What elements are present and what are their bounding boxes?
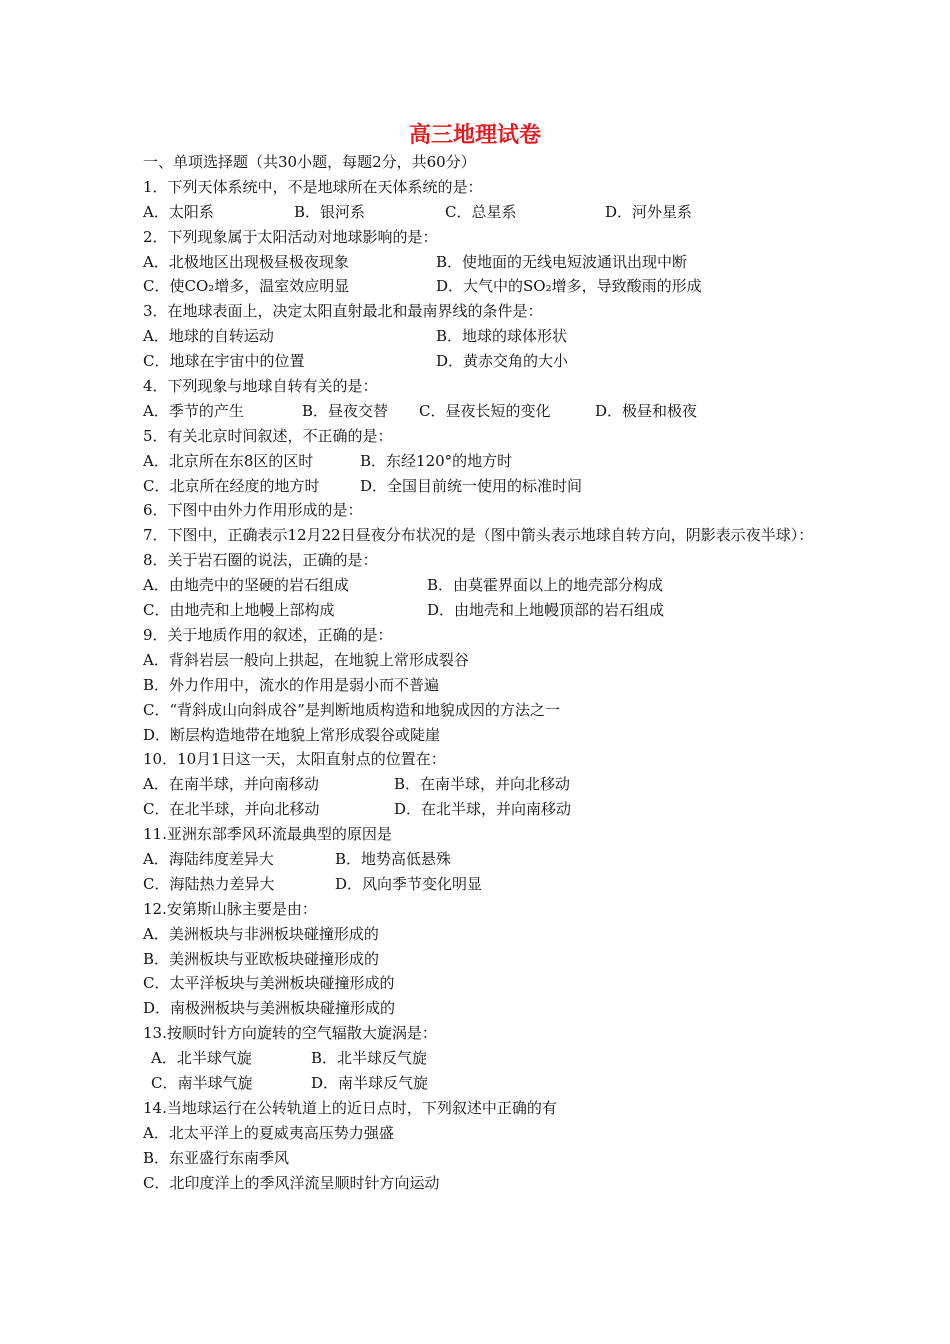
question-14-option-b: B．东亚盛行东南季风 bbox=[143, 1148, 290, 1167]
option-a: A．地球的自转运动 bbox=[143, 327, 274, 346]
question-2-stem: 2．下列现象属于太阳活动对地球影响的是： bbox=[143, 227, 438, 246]
option-a: A．北半球气旋 bbox=[151, 1049, 252, 1068]
option-d: D．全国目前统一使用的标准时间 bbox=[360, 476, 583, 495]
question-5-options-ab bbox=[143, 449, 823, 474]
question-13-options-ab bbox=[143, 1046, 823, 1071]
question-10-options-ab bbox=[143, 772, 823, 797]
question-8-stem: 8．关于岩石圈的说法，正确的是： bbox=[143, 551, 378, 570]
question-3-options-ab bbox=[143, 324, 823, 349]
option-c: C．总星系 bbox=[445, 202, 517, 221]
question-13-options-cd bbox=[143, 1071, 823, 1096]
option-d: D．大气中的SO₂增多，导致酸雨的形成 bbox=[436, 277, 702, 296]
option-b: B．北半球反气旋 bbox=[311, 1049, 428, 1068]
question-5-options-cd bbox=[143, 474, 823, 499]
question-9-option-d: D．断层构造地带在地貌上常形成裂谷或陡崖 bbox=[143, 725, 441, 744]
option-b: B．银河系 bbox=[294, 202, 366, 221]
option-a: A．太阳系 bbox=[143, 202, 214, 221]
question-1-stem: 1．下列天体系统中，不是地球所在天体系统的是： bbox=[143, 177, 483, 196]
option-d: D．河外星系 bbox=[605, 202, 693, 221]
option-d: D．由地壳和上地幔顶部的岩石组成 bbox=[427, 601, 665, 620]
question-9-option-a: A．背斜岩层一般向上拱起，在地貌上常形成裂谷 bbox=[143, 650, 469, 669]
option-b: B．地势高低悬殊 bbox=[335, 849, 452, 868]
question-2-options-ab bbox=[143, 250, 823, 275]
option-b: B．地球的球体形状 bbox=[436, 327, 568, 346]
option-a: A．在南半球，并向南移动 bbox=[143, 775, 319, 794]
question-14-stem: 14.当地球运行在公转轨道上的近日点时，下列叙述中正确的有 bbox=[143, 1098, 557, 1117]
question-12-option-c: C．太平洋板块与美洲板块碰撞形成的 bbox=[143, 974, 395, 993]
option-b: B．昼夜交替 bbox=[302, 401, 389, 420]
option-c: C．南半球气旋 bbox=[151, 1073, 253, 1092]
option-b: B．使地面的无线电短波通讯出现中断 bbox=[436, 252, 688, 271]
option-c: C．海陆热力差异大 bbox=[143, 874, 275, 893]
option-b: B．由莫霍界面以上的地壳部分构成 bbox=[427, 576, 664, 595]
question-6-stem: 6．下图中由外力作用形成的是： bbox=[143, 501, 363, 520]
option-d: D．极昼和极夜 bbox=[595, 401, 698, 420]
question-10-options-cd bbox=[143, 797, 823, 822]
option-d: D．黄赤交角的大小 bbox=[436, 352, 569, 371]
question-8-options-ab bbox=[143, 573, 823, 598]
option-a: A．季节的产生 bbox=[143, 401, 244, 420]
question-2-options-cd bbox=[143, 274, 823, 299]
question-7-stem: 7．下图中，正确表示12月22日昼夜分布状况的是（图中箭头表示地球自转方向，阴影表示夜半球）： bbox=[143, 526, 814, 545]
question-14-option-a: A．北太平洋上的夏威夷高压势力强盛 bbox=[143, 1123, 394, 1142]
question-8-options-cd bbox=[143, 598, 823, 623]
question-9-option-b: B．外力作用中，流水的作用是弱小而不普遍 bbox=[143, 675, 440, 694]
exam-content bbox=[143, 150, 823, 1195]
question-11-stem: 11.亚洲东部季风环流最典型的原因是 bbox=[143, 825, 392, 844]
question-9-option-c: C．“背斜成山向斜成谷”是判断地质构造和地貌成因的方法之一 bbox=[143, 700, 560, 719]
question-3-stem: 3．在地球表面上，决定太阳直射最北和最南界线的条件是： bbox=[143, 302, 543, 321]
exam-title: 高三地理试卷 bbox=[408, 123, 541, 148]
question-12-option-d: D．南极洲板块与美洲板块碰撞形成的 bbox=[143, 999, 396, 1018]
option-c: C．北京所在经度的地方时 bbox=[143, 476, 320, 495]
question-5-stem: 5．有关北京时间叙述，不正确的是： bbox=[143, 426, 393, 445]
question-1-options bbox=[143, 200, 823, 225]
option-d: D．风向季节变化明显 bbox=[335, 874, 483, 893]
question-4-options bbox=[143, 399, 823, 424]
option-c: C．昼夜长短的变化 bbox=[419, 401, 551, 420]
option-c: C．在北半球，并向北移动 bbox=[143, 800, 320, 819]
option-b: B．东经120°的地方时 bbox=[360, 451, 513, 470]
section-heading: 一、单项选择题（共30小题，每题2分，共60分） bbox=[143, 153, 476, 171]
option-d: D．在北半球，并向南移动 bbox=[394, 800, 572, 819]
question-11-options-cd bbox=[143, 872, 823, 897]
option-a: A．由地壳中的坚硬的岩石组成 bbox=[143, 576, 349, 595]
option-a: A．海陆纬度差异大 bbox=[143, 849, 274, 868]
question-11-options-ab bbox=[143, 847, 823, 872]
option-a: A．北极地区出现极昼极夜现象 bbox=[143, 252, 349, 271]
question-10-stem: 10．10月1日这一天，太阳直射点的位置在： bbox=[143, 750, 446, 769]
question-4-stem: 4．下列现象与地球自转有关的是： bbox=[143, 377, 378, 396]
option-c: C．由地壳和上地幔上部构成 bbox=[143, 601, 335, 620]
question-12-stem: 12.安第斯山脉主要是由： bbox=[143, 899, 317, 918]
question-12-option-b: B．美洲板块与亚欧板块碰撞形成的 bbox=[143, 949, 380, 968]
question-3-options-cd bbox=[143, 349, 823, 374]
question-14-option-c: C．北印度洋上的季风洋流呈顺时针方向运动 bbox=[143, 1173, 440, 1192]
option-d: D．南半球反气旋 bbox=[311, 1073, 429, 1092]
option-c: C．使CO₂增多，温室效应明显 bbox=[143, 277, 350, 296]
question-13-stem: 13.按顺时针方向旋转的空气辐散大旋涡是： bbox=[143, 1024, 437, 1043]
option-a: A．北京所在东8区的区时 bbox=[143, 451, 314, 470]
option-c: C．地球在宇宙中的位置 bbox=[143, 352, 305, 371]
question-12-option-a: A．美洲板块与非洲板块碰撞形成的 bbox=[143, 924, 379, 943]
option-b: B．在南半球，并向北移动 bbox=[394, 775, 571, 794]
question-9-stem: 9．关于地质作用的叙述，正确的是： bbox=[143, 625, 393, 644]
